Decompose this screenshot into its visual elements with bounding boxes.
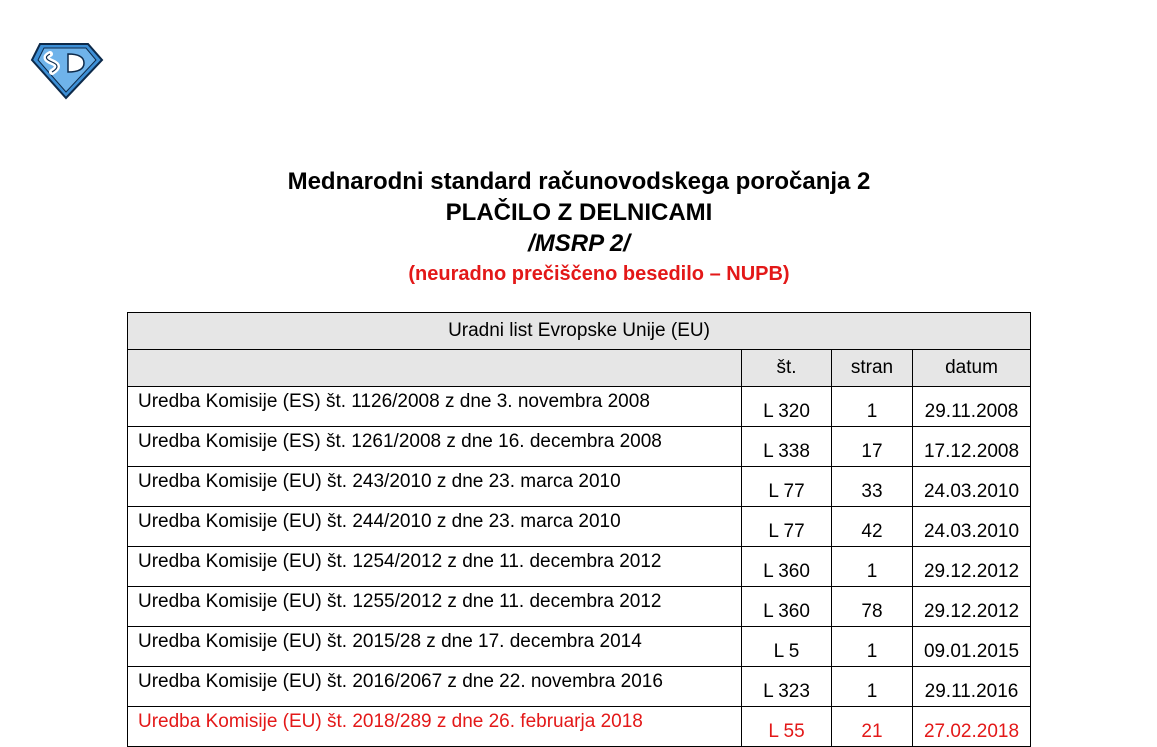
table-caption-row <box>128 313 1031 350</box>
row-description: Uredba Komisije (EU) št. 2016/2067 z dne 22. novembra 2016 <box>128 667 742 707</box>
row-description: Uredba Komisije (ES) št. 1126/2008 z dne 3. novembra 2008 <box>128 387 742 427</box>
row-stran: 1 <box>832 667 913 707</box>
row-st: L 55 <box>742 707 832 747</box>
row-datum: 29.12.2012 <box>913 547 1031 587</box>
table-row <box>128 587 1031 627</box>
row-datum: 24.03.2010 <box>913 467 1031 507</box>
row-stran: 1 <box>832 547 913 587</box>
row-st: L 77 <box>742 467 832 507</box>
row-st: L 338 <box>742 427 832 467</box>
diamond-logo-icon <box>30 40 104 100</box>
row-description: Uredba Komisije (EU) št. 2015/28 z dne 17. decembra 2014 <box>128 627 742 667</box>
row-description: Uredba Komisije (EU) št. 244/2010 z dne 23. marca 2010 <box>128 507 742 547</box>
table-row <box>128 507 1031 547</box>
table-row <box>128 667 1031 707</box>
table-row <box>128 387 1031 427</box>
table-header-row <box>128 350 1031 387</box>
header-empty-cell <box>128 350 742 387</box>
header-st: št. <box>742 350 832 387</box>
row-stran: 42 <box>832 507 913 547</box>
row-stran: 17 <box>832 427 913 467</box>
header-stran: stran <box>832 350 913 387</box>
document-code: /MSRP 2/ <box>528 230 630 257</box>
document-subtitle: (neuradno prečiščeno besedilo – NUPB) <box>408 263 790 285</box>
header-datum: datum <box>913 350 1031 387</box>
table-row-highlighted <box>128 707 1031 747</box>
table-row <box>128 547 1031 587</box>
row-st: L 77 <box>742 507 832 547</box>
document-title-name: PLAČILO Z DELNICAMI <box>445 199 713 226</box>
row-st: L 360 <box>742 587 832 627</box>
document-header <box>127 166 1031 289</box>
row-datum: 09.01.2015 <box>913 627 1031 667</box>
row-st: L 360 <box>742 547 832 587</box>
row-st: L 320 <box>742 387 832 427</box>
row-description: Uredba Komisije (EU) št. 2018/289 z dne 26. februarja 2018 <box>128 707 742 747</box>
row-stran: 33 <box>832 467 913 507</box>
table-row <box>128 427 1031 467</box>
sd-logo <box>30 40 104 100</box>
row-stran: 78 <box>832 587 913 627</box>
row-description: Uredba Komisije (ES) št. 1261/2008 z dne 16. decembra 2008 <box>128 427 742 467</box>
row-description: Uredba Komisije (EU) št. 1254/2012 z dne 11. decembra 2012 <box>128 547 742 587</box>
row-st: L 5 <box>742 627 832 667</box>
row-datum: 24.03.2010 <box>913 507 1031 547</box>
row-datum: 29.12.2012 <box>913 587 1031 627</box>
row-datum: 29.11.2008 <box>913 387 1031 427</box>
row-description: Uredba Komisije (EU) št. 1255/2012 z dne 11. decembra 2012 <box>128 587 742 627</box>
regulations-table <box>127 312 1031 747</box>
table-caption: Uradni list Evropske Unije (EU) <box>128 313 1031 350</box>
row-stran: 1 <box>832 627 913 667</box>
table-row <box>128 467 1031 507</box>
row-description: Uredba Komisije (EU) št. 243/2010 z dne 23. marca 2010 <box>128 467 742 507</box>
document-title: Mednarodni standard računovodskega poročanja 2 <box>287 168 871 195</box>
row-datum: 29.11.2016 <box>913 667 1031 707</box>
row-datum: 27.02.2018 <box>913 707 1031 747</box>
row-stran: 1 <box>832 387 913 427</box>
table-row <box>128 627 1031 667</box>
row-stran: 21 <box>832 707 913 747</box>
row-datum: 17.12.2008 <box>913 427 1031 467</box>
row-st: L 323 <box>742 667 832 707</box>
